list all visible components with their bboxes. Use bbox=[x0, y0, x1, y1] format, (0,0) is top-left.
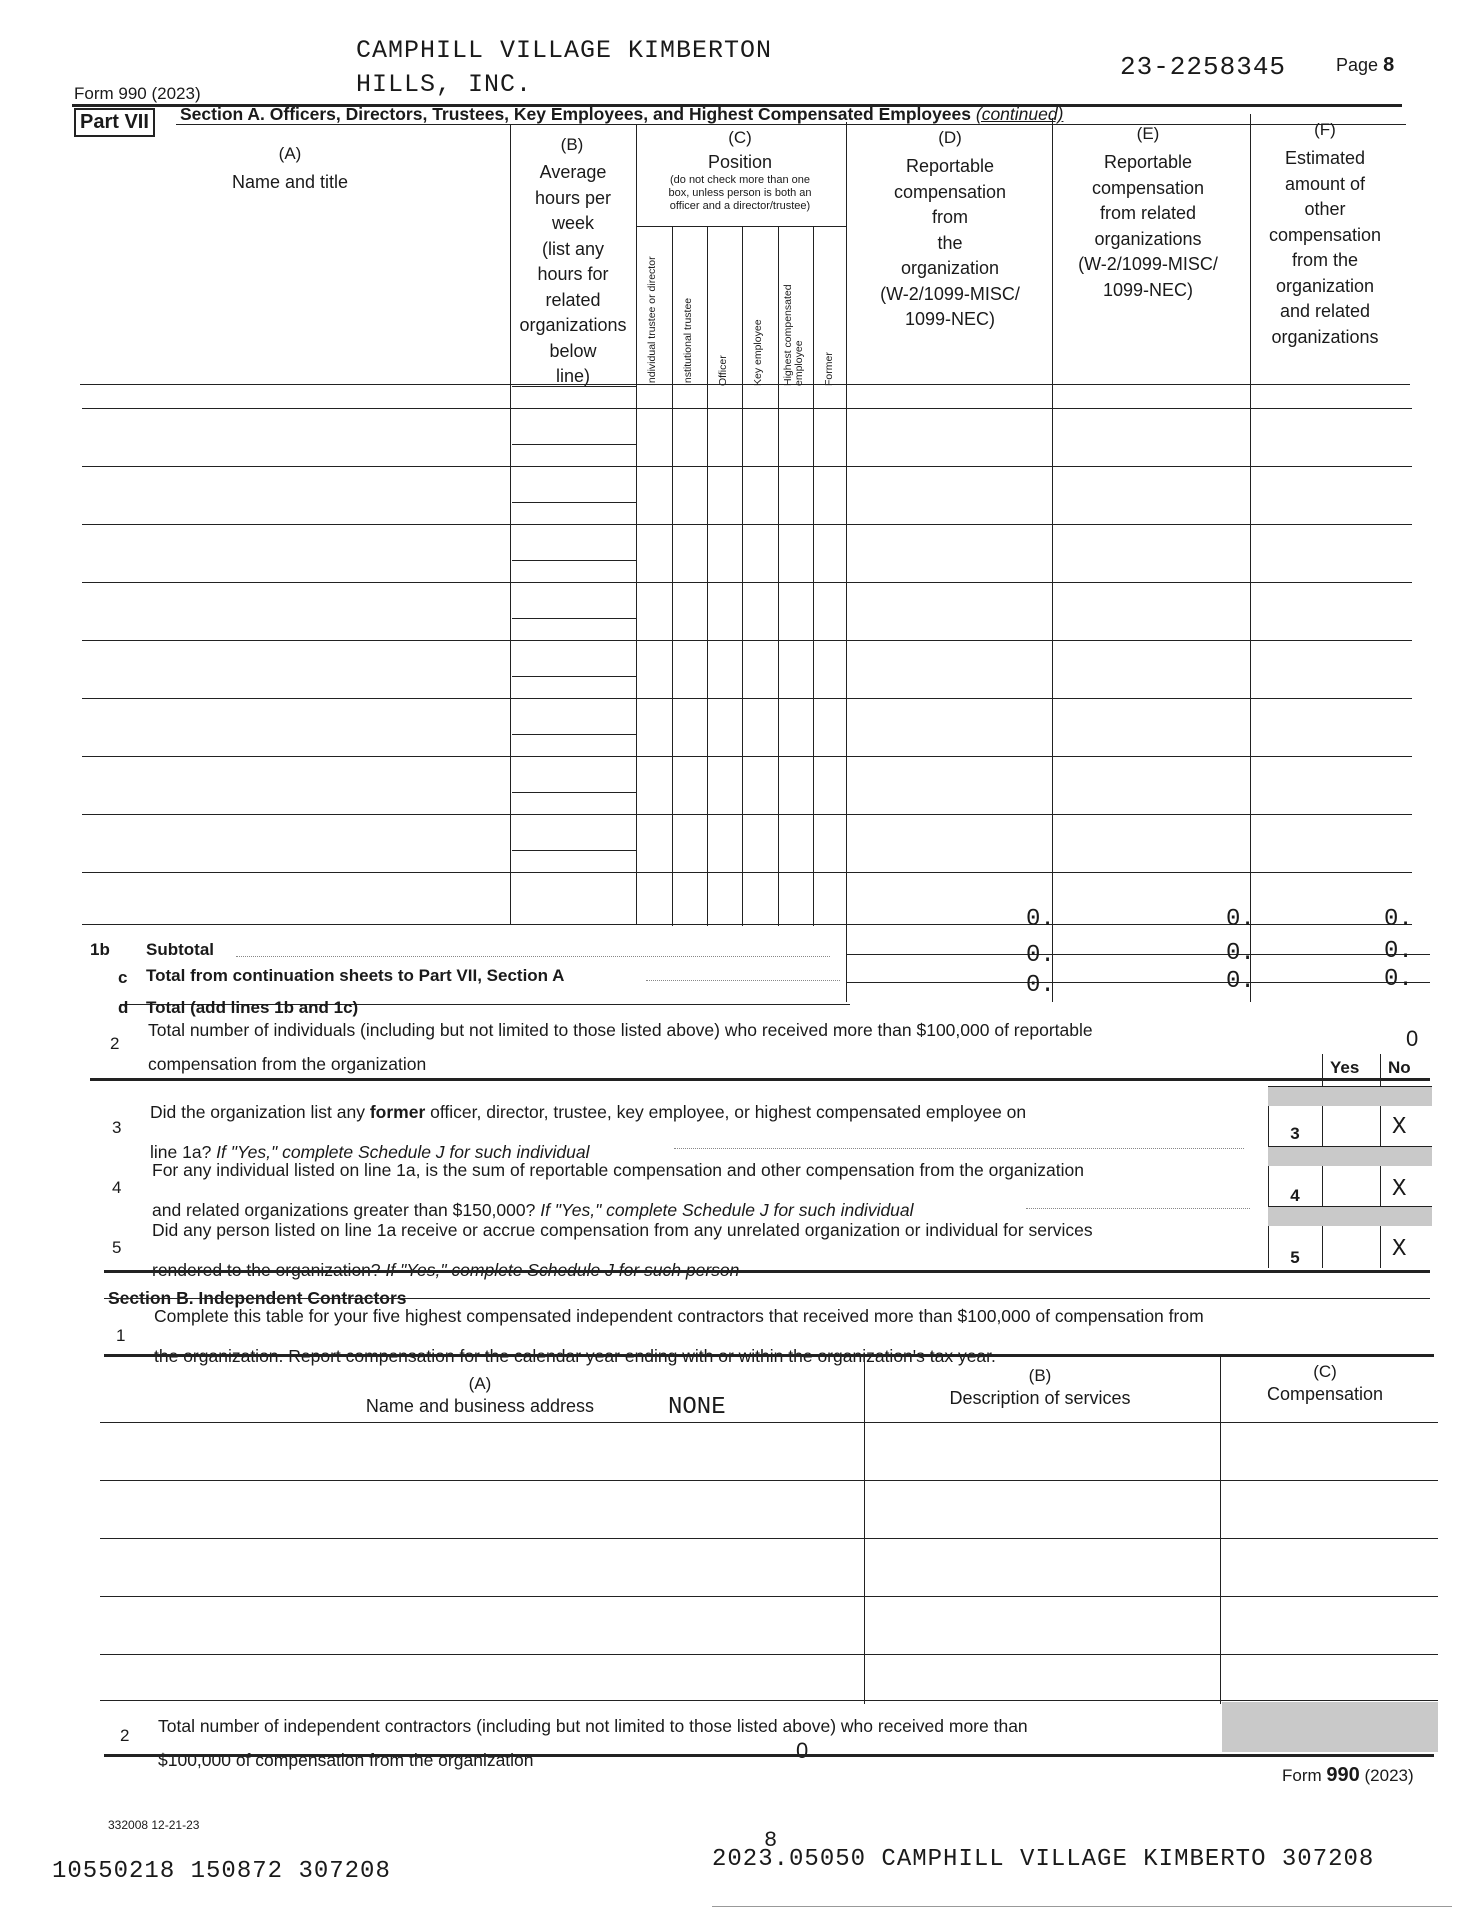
hours-subrow-rule bbox=[512, 502, 636, 503]
col-d-title-line: compensation bbox=[893, 181, 1007, 202]
line-4-num: 4 bbox=[112, 1178, 122, 1197]
position-sublabel: Individual trustee or director bbox=[646, 256, 658, 386]
col-f-title-line: compensation bbox=[1268, 224, 1382, 245]
line-2-num: 2 bbox=[110, 1034, 120, 1053]
col-b-title bbox=[512, 160, 634, 390]
col-d-title bbox=[850, 154, 1050, 333]
page-label: Page bbox=[1336, 55, 1379, 75]
none-entry: NONE bbox=[668, 1394, 726, 1421]
line-1d-label: Total (add lines 1b and 1c) bbox=[146, 998, 359, 1017]
hours-subrow-rule bbox=[512, 444, 636, 445]
line-1c-num: c bbox=[118, 968, 128, 987]
section-a-title bbox=[180, 104, 1063, 125]
line-1b-label: Subtotal bbox=[146, 940, 214, 959]
hours-subrow-rule bbox=[512, 850, 636, 851]
officer-row-rule bbox=[82, 814, 1412, 815]
col-a-letter: (A) bbox=[278, 144, 302, 163]
col-de-divider bbox=[1052, 118, 1053, 1002]
col-d-title-line: organization bbox=[900, 258, 1000, 278]
line-4-text1: For any individual listed on line 1a, is the sum of reportable compensation and other compensation from the organization bbox=[152, 1160, 1084, 1180]
position-sublabel: Former bbox=[823, 352, 835, 386]
line-3-text1: Did the organization list any former officer, director, trustee, key employee, or highest compensated employee on bbox=[150, 1102, 1027, 1122]
line-2-text1: Total number of individuals (including but not limited to those listed above) who received more than $100,000 of reportable bbox=[148, 1020, 1093, 1040]
line-1c-d: 0. bbox=[1026, 972, 1055, 999]
col-e-title-line: compensation bbox=[1091, 177, 1205, 198]
section-b-title: Section B. Independent Contractors bbox=[108, 1288, 407, 1308]
row1a-e-value: 0. bbox=[1226, 906, 1255, 933]
section-b-line2-num: 2 bbox=[120, 1726, 130, 1745]
col-b-title-line: hours per bbox=[534, 187, 612, 208]
col-b-title-line: below bbox=[549, 340, 597, 361]
line-3-answer: X bbox=[1392, 1114, 1407, 1141]
line-2-value: 0 bbox=[1406, 1026, 1419, 1051]
line-5-text1: Did any person listed on line 1a receive or accrue compensation from any unrelated organization or individual for services bbox=[152, 1220, 1093, 1240]
page-header bbox=[1336, 54, 1394, 77]
col-d-title-line: Reportable bbox=[905, 156, 995, 176]
line-1c-f: 0. bbox=[1384, 966, 1413, 993]
ein: 23-2258345 bbox=[1120, 52, 1287, 82]
section-b-line2-value: 0 bbox=[796, 1738, 809, 1763]
position-sublabel: Key employee bbox=[752, 319, 764, 386]
section-b-line2-text2: $100,000 of compensation from the organization bbox=[158, 1750, 534, 1770]
line-5-rule bbox=[104, 1270, 1430, 1273]
line-4-answer: X bbox=[1392, 1176, 1407, 1203]
part-label: Part VII bbox=[74, 108, 155, 137]
hours-subrow-rule bbox=[512, 560, 636, 561]
section-b-col-b-title: Description of services bbox=[949, 1388, 1131, 1408]
line-3-num: 3 bbox=[112, 1118, 122, 1137]
position-sublabel: Institutional trustee bbox=[682, 297, 694, 386]
line-5-num: 5 bbox=[112, 1238, 122, 1257]
line-2-rule bbox=[90, 1078, 1430, 1081]
col-e-title-line: 1099-NEC) bbox=[1102, 279, 1194, 300]
position-subcol-divider bbox=[707, 226, 708, 926]
col-d-letter: (D) bbox=[938, 128, 962, 147]
col-b-title-line: related bbox=[545, 289, 601, 310]
col-e-title-line: Reportable bbox=[1103, 152, 1193, 172]
section-a-title-text: Section A. Officers, Directors, Trustees, Key Employees, and Highest Compensated Employees bbox=[180, 104, 971, 124]
line-3-box: 3 bbox=[1290, 1124, 1300, 1143]
line-1b-e: 0. bbox=[1226, 940, 1255, 967]
col-f-title-line: amount of bbox=[1284, 173, 1366, 194]
col-e-title-line: organizations bbox=[1094, 228, 1202, 249]
line-1c-label: Total from continuation sheets to Part VII, Section A bbox=[146, 966, 565, 985]
footer-form-label: Form 990 (2023) bbox=[1282, 1764, 1414, 1786]
position-subcol-divider bbox=[742, 226, 743, 926]
section-b-line1-text1: Complete this table for your five highest compensated independent contractors that received more than $100,000 of compensation from bbox=[154, 1306, 1204, 1326]
line-3-text2: line 1a? If "Yes," complete Schedule J for such individual bbox=[150, 1142, 590, 1162]
footer-code: 332008 12-21-23 bbox=[108, 1818, 200, 1832]
officer-row-rule bbox=[82, 698, 1412, 699]
col-d-title-line: from bbox=[932, 207, 968, 227]
col-f-title-line: and related bbox=[1279, 301, 1371, 321]
line-1b-rule bbox=[846, 954, 1430, 955]
col-e-title-line: (W-2/1099-MISC/ bbox=[1078, 254, 1218, 274]
footer-left-id: 10550218 150872 307208 bbox=[52, 1858, 391, 1885]
col-e-letter: (E) bbox=[1136, 124, 1160, 143]
col-ef-divider bbox=[1250, 114, 1251, 1002]
col-c-note-line: officer and a director/trustee) bbox=[669, 200, 811, 212]
hours-subrow-rule bbox=[512, 734, 636, 735]
header-bottom-rule bbox=[80, 384, 1410, 385]
row1a-d-value: 0. bbox=[1026, 906, 1055, 933]
col-f-title-line: Estimated bbox=[1284, 148, 1366, 168]
hours-subrow-rule bbox=[512, 618, 636, 619]
col-f-title-line: from the bbox=[1291, 250, 1359, 270]
officer-row-rule bbox=[82, 756, 1412, 757]
contractor-row-rule bbox=[100, 1538, 1438, 1539]
col-d-title-line: the bbox=[937, 232, 963, 253]
officer-row-rule bbox=[82, 872, 1412, 873]
no-label: No bbox=[1388, 1058, 1411, 1077]
section-b-line1-num: 1 bbox=[116, 1326, 126, 1345]
col-cd-divider bbox=[846, 122, 847, 1002]
col-c-note-line: (do not check more than one bbox=[669, 174, 811, 186]
line-2-text2: compensation from the organization bbox=[148, 1054, 427, 1074]
col-a-title: Name and title bbox=[231, 172, 349, 192]
officer-row-rule bbox=[82, 466, 1412, 467]
footer-right-id: 2023.05050 CAMPHILL VILLAGE KIMBERTO 307208 bbox=[712, 1846, 1375, 1873]
col-f-title bbox=[1250, 146, 1400, 350]
continued-label: (continued) bbox=[975, 104, 1064, 124]
col-ab-divider bbox=[510, 124, 511, 924]
col-c-title: Position bbox=[707, 152, 773, 172]
col-f-title-line: organization bbox=[1275, 275, 1375, 296]
line-5-box: 5 bbox=[1290, 1248, 1300, 1267]
officer-row-rule bbox=[82, 408, 1412, 409]
org-name-line1: CAMPHILL VILLAGE KIMBERTON bbox=[356, 36, 773, 65]
position-sublabel: Highest compensated employee bbox=[782, 284, 805, 386]
hours-subrow-rule bbox=[512, 386, 636, 387]
col-f-title-line: organizations bbox=[1271, 326, 1379, 347]
position-sublabel: Officer bbox=[717, 355, 729, 386]
position-subrule bbox=[636, 226, 846, 227]
section-b-col-a-letter: (A) bbox=[468, 1374, 492, 1393]
col-b-title-line: Average bbox=[539, 162, 607, 182]
footer-page-num: 8 bbox=[764, 1828, 778, 1853]
page-number: 8 bbox=[1383, 54, 1395, 76]
col-c-letter: (C) bbox=[728, 128, 752, 147]
section-b-line2-text1: Total number of independent contractors (including but not limited to those listed above) who received more than bbox=[158, 1716, 1028, 1736]
col-c-note-line: box, unless person is both an bbox=[668, 187, 812, 199]
contractor-row-rule bbox=[100, 1654, 1438, 1655]
contractor-row-rule bbox=[100, 1480, 1438, 1481]
col-e-title-line: from related bbox=[1099, 203, 1197, 223]
row1a-f-value: 0. bbox=[1384, 906, 1413, 933]
position-subcol-divider bbox=[813, 226, 814, 926]
line-4-box: 4 bbox=[1290, 1186, 1300, 1205]
hours-subrow-rule bbox=[512, 792, 636, 793]
line-1b-f: 0. bbox=[1384, 938, 1413, 965]
col-e-title bbox=[1048, 150, 1248, 303]
yes-label: Yes bbox=[1330, 1058, 1360, 1077]
line-1c-e: 0. bbox=[1226, 968, 1255, 995]
officer-row-rule bbox=[82, 582, 1412, 583]
section-b-col-c-letter: (C) bbox=[1313, 1362, 1337, 1381]
col-bc-divider bbox=[636, 124, 637, 924]
position-subcol-divider bbox=[778, 226, 779, 926]
col-b-title-line: organizations bbox=[519, 315, 627, 335]
contractor-row-rule bbox=[100, 1700, 1438, 1701]
row-1a-bottom-rule bbox=[82, 924, 1412, 925]
line-1b-num: 1b bbox=[90, 940, 110, 959]
officer-row-rule bbox=[82, 640, 1412, 641]
col-f-letter: (F) bbox=[1314, 120, 1336, 139]
col-b-letter: (B) bbox=[560, 135, 584, 154]
col-b-title-line: (list any bbox=[541, 238, 604, 259]
contractor-row-rule bbox=[100, 1422, 1438, 1423]
contractor-row-rule bbox=[100, 1596, 1438, 1597]
col-d-title-line: 1099-NEC) bbox=[904, 309, 996, 329]
hours-subrow-rule bbox=[512, 676, 636, 677]
line-1b-d: 0. bbox=[1026, 942, 1055, 969]
section-b-col-a-title: Name and business address bbox=[365, 1396, 595, 1416]
col-b-title-line: week bbox=[551, 213, 595, 233]
col-f-title-line: other bbox=[1304, 199, 1346, 219]
section-b-col-c-title: Compensation bbox=[1266, 1384, 1384, 1404]
line-1c-rule bbox=[846, 982, 1430, 983]
form-label: Form 990 (2023) bbox=[74, 84, 201, 103]
col-d-title-line: (W-2/1099-MISC/ bbox=[880, 283, 1020, 304]
line-5-answer: X bbox=[1392, 1236, 1407, 1263]
col-b-title-line: line) bbox=[555, 366, 590, 386]
position-subcol-divider bbox=[672, 226, 673, 926]
line-1d-num: d bbox=[118, 998, 129, 1017]
org-name-line2: HILLS, INC. bbox=[356, 70, 533, 99]
section-b-line1-text2: the organization. Report compensation for the calendar year ending with or within the organization's tax year. bbox=[154, 1346, 996, 1366]
line-5-text2: rendered to the organization? If "Yes," complete Schedule J for such person bbox=[152, 1260, 740, 1280]
section-b-col-b-letter: (B) bbox=[1028, 1366, 1052, 1385]
line-4-text2: and related organizations greater than $150,000? If "Yes," complete Schedule J for such individual bbox=[152, 1200, 914, 1220]
col-b-title-line: hours for bbox=[537, 264, 609, 284]
col-c-note bbox=[636, 174, 844, 213]
officer-row-rule bbox=[82, 524, 1412, 525]
